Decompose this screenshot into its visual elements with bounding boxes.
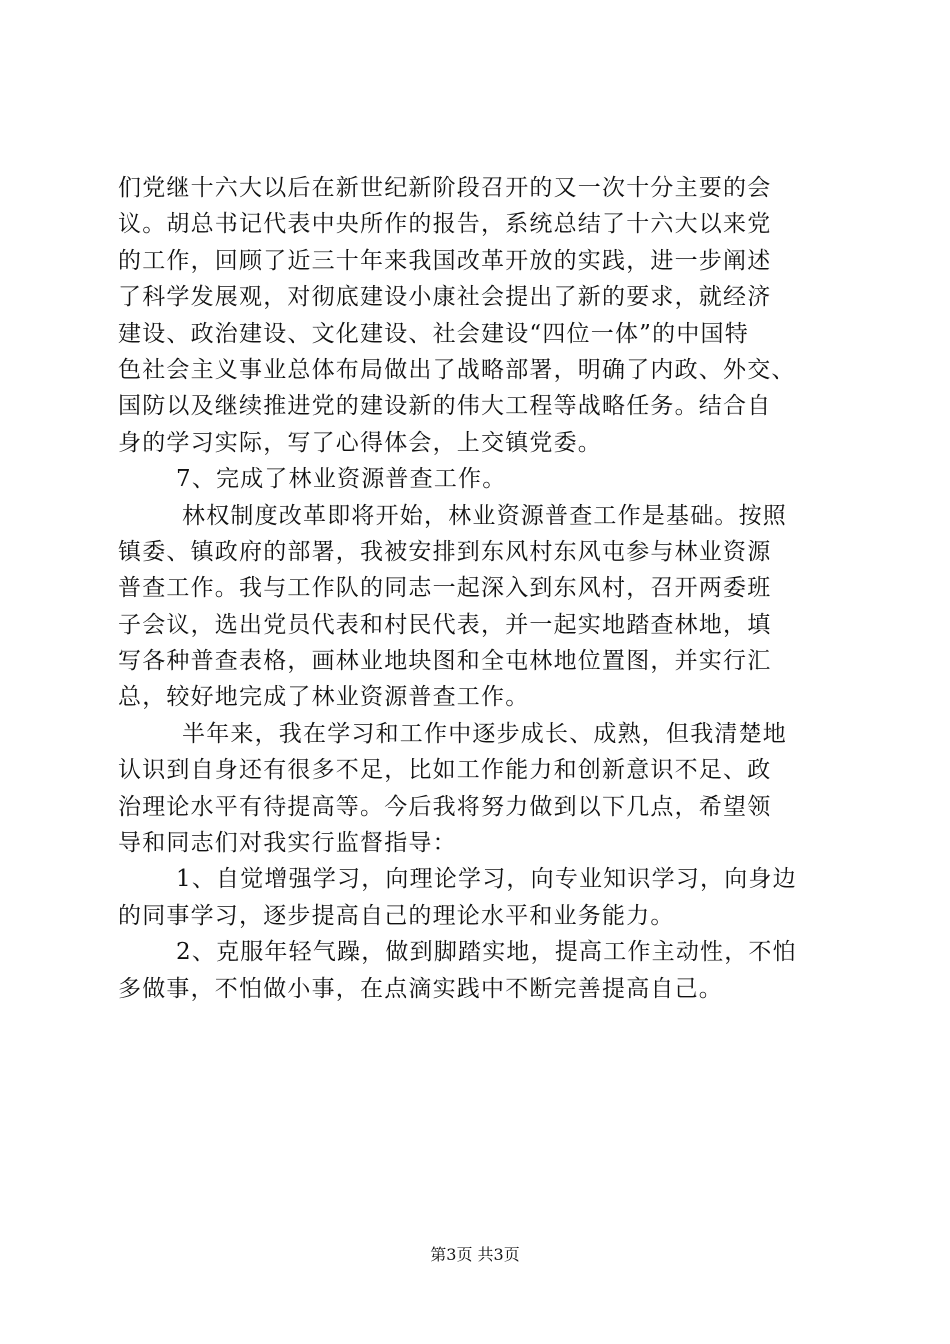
- document-body: [118, 170, 858, 1007]
- text-line: 建设、政治建设、文化建设、社会建设“四位一体”的中国特: [118, 320, 749, 347]
- section-heading: 7、完成了林业资源普查工作。: [176, 466, 507, 493]
- list-item: 1、自觉增强学习，向理论学习，向专业知识学习，向身边: [176, 866, 797, 893]
- text-line: 治理论水平有待提高等。今后我将努力做到以下几点，希望领: [118, 793, 772, 820]
- text-line: 普查工作。我与工作队的同志一起深入到东风村，召开两委班: [118, 575, 772, 602]
- text-line: 议。胡总书记代表中央所作的报告，系统总结了十六大以来党: [118, 211, 772, 238]
- text-line: 国防以及继续推进党的建设新的伟大工程等战略任务。结合自: [118, 393, 772, 420]
- text-line: 镇委、镇政府的部署，我被安排到东风村东风屯参与林业资源: [118, 538, 772, 565]
- text-line: 林权制度改革即将开始，林业资源普查工作是基础。按照: [182, 502, 787, 529]
- list-item: 2、克服年轻气躁，做到脚踏实地，提高工作主动性，不怕: [176, 939, 797, 966]
- text-line: 的同事学习，逐步提高自己的理论水平和业务能力。: [118, 902, 675, 929]
- text-line: 的工作，回顾了近三十年来我国改革开放的实践，进一步阐述: [118, 247, 772, 274]
- text-line: 导和同志们对我实行监督指导：: [118, 830, 457, 857]
- text-line: 身的学习实际，写了心得体会，上交镇党委。: [118, 429, 602, 456]
- text-line: 总，较好地完成了林业资源普查工作。: [118, 684, 530, 711]
- text-line: 半年来，我在学习和工作中逐步成长、成熟，但我清楚地: [182, 720, 787, 747]
- text-line: 多做事，不怕做小事，在点滴实践中不断完善提高自己。: [118, 975, 723, 1002]
- text-line: 写各种普查表格，画林业地块图和全屯林地位置图，并实行汇: [118, 648, 772, 675]
- text-line: 了科学发展观，对彻底建设小康社会提出了新的要求，就经济: [118, 284, 772, 311]
- text-line: 们党继十六大以后在新世纪新阶段召开的又一次十分主要的会: [118, 175, 772, 201]
- text-line: 色社会主义事业总体布局做出了战略部署，明确了内政、外交、: [118, 356, 796, 383]
- page-number-footer: 第3页 共3页: [430, 1245, 520, 1264]
- text-line: 子会议，选出党员代表和村民代表，并一起实地踏查林地，填: [118, 611, 772, 638]
- text-line: 认识到自身还有很多不足，比如工作能力和创新意识不足、政: [118, 757, 772, 784]
